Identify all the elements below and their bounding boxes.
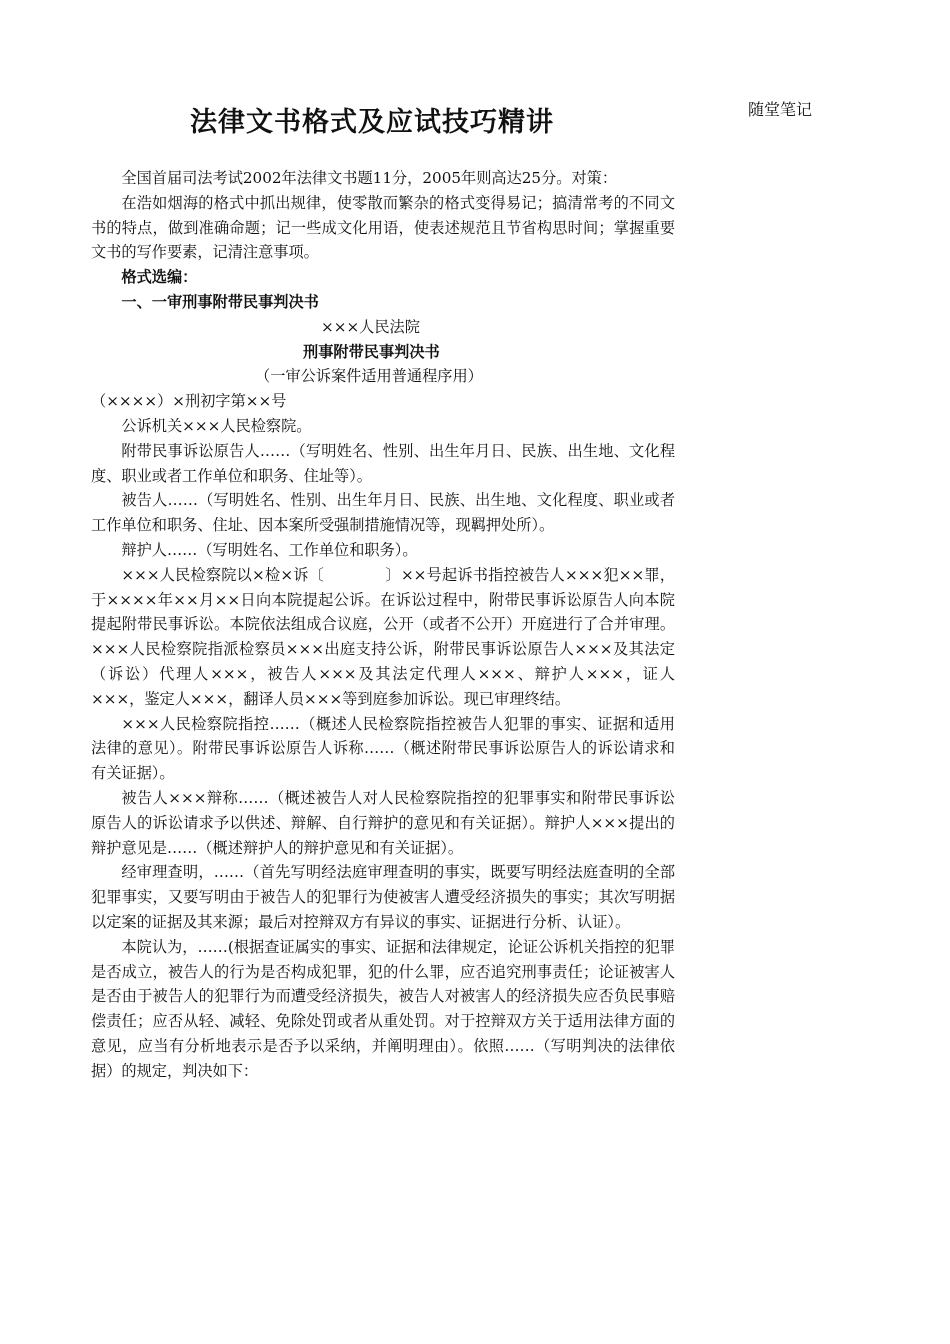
form-paragraph: 公诉机关×××人民检察院。 bbox=[121, 416, 312, 435]
form-paragraph: ×××人民检察院指控……（概述人民检察院指控被告人犯罪的事实、证据和适用法律的意见）。附带民事诉讼原告人诉称……（概述附带民事诉讼原告人的诉讼请求和有关证据）。 bbox=[91, 714, 675, 783]
court-name: ×××人民法院 bbox=[321, 317, 420, 336]
header-note: 随堂笔记 bbox=[748, 100, 813, 119]
form-paragraph: 经审理查明，……（首先写明经法庭审理查明的事实，既要写明经法庭查明的全部犯罪事实，又要写明由于被告人的犯罪行为使被害人遭受经济损失的事实；其次写明据以定案的证据及其来源；最后对控辩双方有异议的事实、证据进行分析、认证）。 bbox=[91, 863, 675, 931]
form-paragraph: 被告人……（写明姓名、性别、出生年月日、民族、出生地、文化程度、职业或者工作单位和职务、住址、因本案所受强制措施情况等，现羁押处所）。 bbox=[91, 491, 675, 535]
intro-paragraph: 全国首届司法考试2002年法律文书题11分，2005年则高达25分。对策： bbox=[121, 169, 618, 187]
section-heading: 格式选编： bbox=[121, 268, 198, 287]
judgment-title: 刑事附带民事判决书 bbox=[303, 342, 440, 361]
judgment-subtitle: （一审公诉案件适用普通程序用） bbox=[255, 367, 483, 386]
form-paragraph: 辩护人……（写明姓名、工作单位和职务）。 bbox=[121, 540, 418, 559]
form-paragraph: 本院认为，……(根据查证属实的事实、证据和法律规定，论证公诉机关指控的犯罪是否成立，被告人的行为是否构成犯罪，犯的什么罪，应否追究刑事责任；论证被害人是否由于被告人的犯罪行为而遭受经济损失，被告人对被害人的经济损失应否负民事赔偿责任；应否从轻、减轻、免除处罚或者从重处罚。对于控辩双方关于适用法律方面的意见，应当有分析地表示是否予以采纳，并阐明理由）。依照……（写明判决的法律依据）的规定，判决如下： bbox=[91, 937, 675, 1080]
document-title: 法律文书格式及应试技巧精讲 bbox=[190, 107, 554, 138]
intro-paragraph: 在浩如烟海的格式中抓出规律，使零散而繁杂的格式变得易记；搞清常考的不同文书的特点，做到准确命题；记一些成文化用语，使表述规范且节省构思时间；掌握重要文书的写作要素，记清注意事项。 bbox=[91, 193, 675, 262]
form-paragraph: ×××人民检察院以×检×诉〔 〕××号起诉书指控被告人×××犯××罪，于××××年××月××日向本院提起公诉。在诉讼过程中，附带民事诉讼原告人向本院提起附带民事诉讼。本院依法组成合议庭，公开（或者不公开）开庭进行了合并审理。×××人民检察院指派检察员×××出庭支持公诉，附带民事诉讼原告人×××及其法定（诉讼）代理人×××，被告人×××及其法定代理人×××、辩护人×××，证人×××，鉴定人×××，翻译人员×××等到庭参加诉讼。现已审理终结。 bbox=[91, 565, 675, 708]
form-paragraph: 附带民事诉讼原告人……（写明姓名、性别、出生年月日、民族、出生地、文化程度、职业或者工作单位和职务、住址等）。 bbox=[91, 441, 675, 485]
case-number: （××××）×刑初字第××号 bbox=[91, 392, 287, 411]
form-paragraph: 被告人×××辩称……（概述被告人对人民检察院指控的犯罪事实和附带民事诉讼原告人的诉讼请求予以供述、辩解、自行辩护的意见和有关证据）。辩护人×××提出的辩护意见是……（概述辩护人的辩护意见和有关证据）。 bbox=[91, 788, 675, 857]
subsection-heading: 一、一审刑事附带民事判决书 bbox=[121, 292, 319, 311]
document-body bbox=[91, 166, 675, 1083]
